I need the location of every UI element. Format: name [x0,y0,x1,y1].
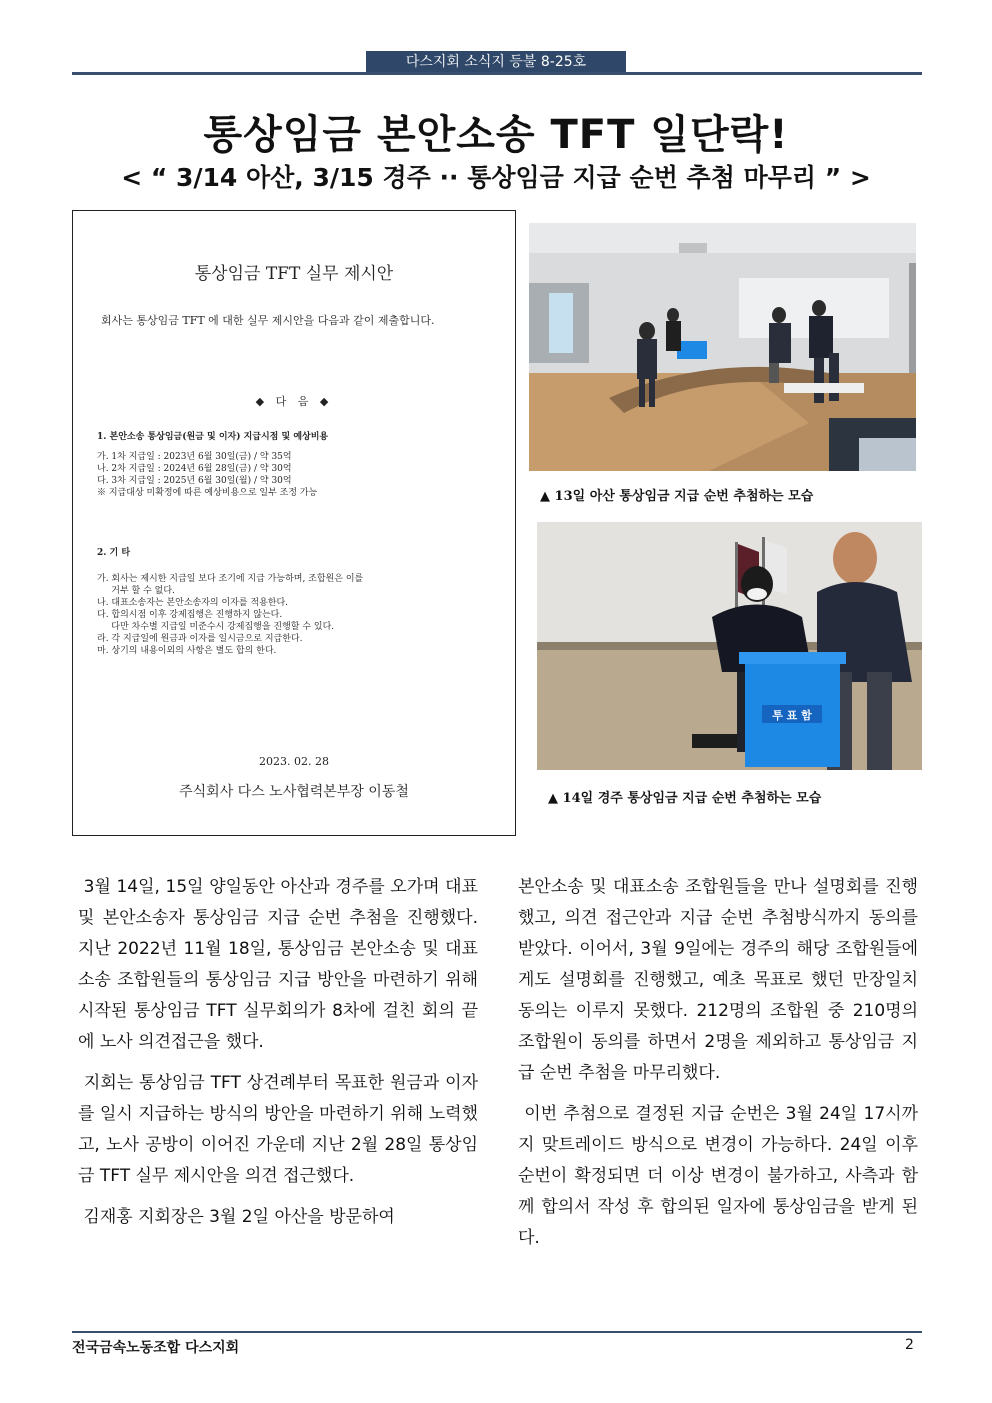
document-section-1-items [97,451,497,499]
issue-tag: 다스지회 소식지 등불 8-25호 [366,51,626,74]
document-intro: 회사는 통상임금 TFT 에 대한 실무 제시안을 다음과 같이 제출합니다. [101,314,435,327]
article-paragraph: 김재홍 지회장은 3월 2일 아산을 방문하여 [78,1207,395,1227]
ballot-box-label: 투 표 함 [772,709,812,722]
document-item: ※ 지급대상 미확정에 따른 예상비용으로 일부 조정 가능 [97,488,318,498]
document-title: 통상임금 TFT 실무 제시안 [194,264,394,284]
article-paragraph: 지회는 통상임금 TFT 상견례부터 목표한 원금과 이자를 일시 지급하는 방식의 방안을 마련하기 위해 노력했고, 노사 공방이 이어진 가운데 지난 2월 28일 통상임금 TFT 실무 제시안을 의견 접근했다. [78,1073,478,1186]
document-item: 다. 3차 지급일 : 2025년 6월 30일(월) / 약 30억 [97,476,292,486]
document-item: 가. 회사는 제시한 지급일 보다 조기에 지급 가능하며, 조합원은 이를 [97,574,364,584]
footer-rule [72,1331,922,1333]
photo-gyeongju-draw [537,522,922,770]
proposal-document [72,210,516,836]
header-rule [72,72,922,75]
document-section-2: 2. 기 타 [97,548,131,558]
footer-org: 전국금속노동조합 다스지회 [72,1340,240,1356]
article-paragraph: 3월 14일, 15일 양일동안 아산과 경주를 오가며 대표 및 본안소송자 통상임금 지급 순번 추첨을 진행했다. 지난 2022년 11월 18일, 통상임금 본안소송 및 대표소송 조합원들의 통상임금 지급 방안을 마련하기 위해 시작된 통상임금 TFT 실무회의가 8차에 걸친 회의 끝에 노사 의견접근을 했다. [78,877,484,1052]
document-divider: ◆ 다 음 ◆ [255,395,333,408]
document-section-2-items [97,573,497,657]
document-item: 다. 합의시점 이후 강제집행은 진행하지 않는다. [97,610,283,620]
document-signature: 주식회사 다스 노사협력본부장 이동철 [179,784,409,800]
page-number: 2 [905,1337,914,1353]
document-item: 나. 대표소송자는 본안소송자의 이자를 적용한다. [97,598,289,608]
document-item: 나. 2차 지급일 : 2024년 6월 28일(금) / 약 30억 [97,464,292,474]
article-right-column [518,872,924,1264]
page-subtitle: < “ 3/14 아산, 3/15 경주 ·· 통상임금 지급 순번 추첨 마무리 ” > [121,163,871,192]
document-item: 거부 할 수 없다. [97,586,175,596]
photo-gyeongju-caption: ▲ 14일 경주 통상임금 지급 순번 추첨하는 모습 [548,791,822,806]
document-item: 마. 상기의 내용이외의 사항은 별도 합의 한다. [97,646,277,656]
article-paragraph: 이번 추첨으로 결정된 지급 순번은 3월 24일 17시까지 맞트레이드 방식으로 변경이 가능하다. 24일 이후 순번이 확정되면 더 이상 변경이 불가하고, 사측과 함께 합의서 작성 후 합의된 일자에 통상임금을 받게 된다. [518,1104,924,1248]
document-section-1: 1. 본안소송 통상임금(원금 및 이자) 지급시점 및 예상비용 [97,432,329,442]
document-item: 다만 차수별 지급일 미준수시 강제집행을 진행할 수 있다. [97,622,335,632]
document-date: 2023. 02. 28 [259,755,329,768]
document-item: 가. 1차 지급일 : 2023년 6월 30일(금) / 약 35억 [97,452,292,462]
document-item: 라. 각 지급일에 원금과 이자를 일시금으로 지급한다. [97,634,303,644]
photo-asan-caption: ▲ 13일 아산 통상임금 지급 순번 추첨하는 모습 [540,489,814,504]
article-left-column [78,872,484,1243]
page-title: 통상임금 본안소송 TFT 일단락! [203,112,789,158]
photo-asan-draw [529,223,916,471]
article-paragraph: 본안소송 및 대표소송 조합원들을 만나 설명회를 진행했고, 의견 접근안과 지급 순번 추첨방식까지 동의를 받았다. 이어서, 3월 9일에는 경주의 해당 조합원들에게도 설명회를 진행했고, 예초 목표로 했던 만장일치 동의는 이루지 못했다. 212명의 조합원 중 210명의 조합원이 동의를 하면서 2명을 제외하고 통상임금 지급 순번 추첨을 마무리했다. [518,877,924,1083]
